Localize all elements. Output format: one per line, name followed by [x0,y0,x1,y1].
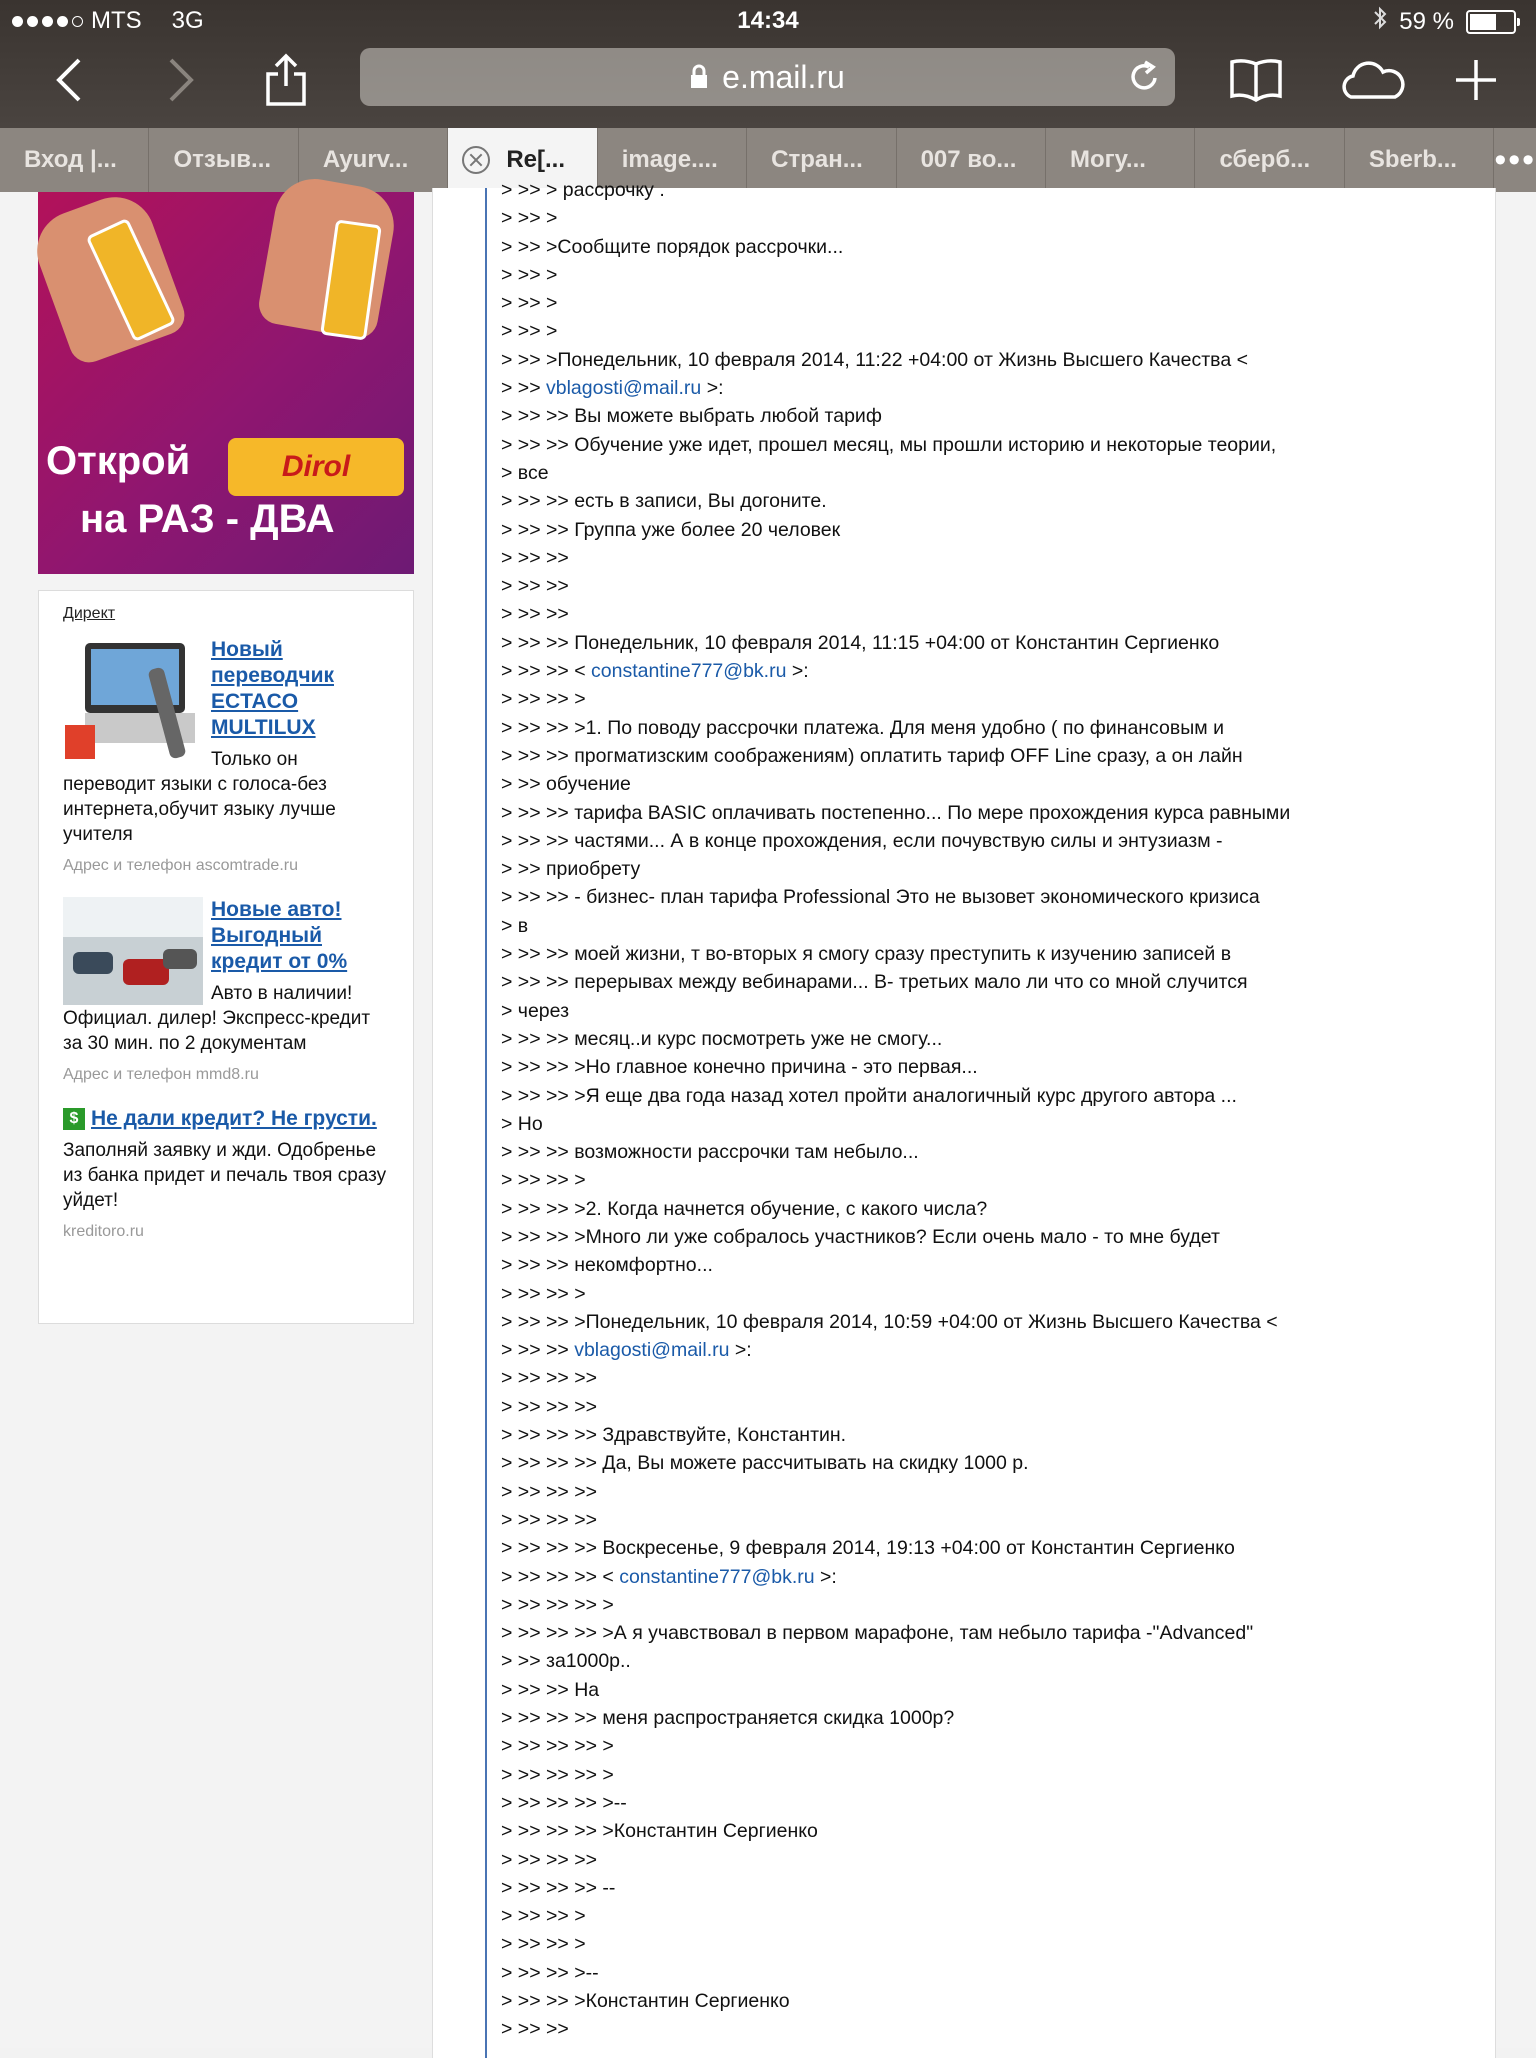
mail-line: > >> >> >2. Когда начнется обучение, с какого числа? [501,1197,988,1220]
mail-line: > >> >> >> > [501,1763,614,1786]
mail-line: > все [501,461,549,484]
battery-icon [1466,10,1516,34]
dirol-logo: Dirol [228,438,404,496]
tab-sberb-en[interactable] [1345,128,1494,192]
mail-line: > >> >Сообщите порядок рассрочки... [501,235,844,258]
tab-label: Отзыв... [173,146,272,173]
mail-line: > >> >> >Я еще два года назад хотел пройти аналогичный курс другого автора ... [501,1084,1237,1107]
share-button[interactable] [256,50,316,110]
tab-label: сберб... [1219,146,1311,173]
direct-ad-body: Только он переводит языки с голоса-без интернета,обучит языку лучше учителя [63,749,336,845]
mail-line: > >> > [501,320,558,343]
book-icon [1229,56,1283,104]
forward-button[interactable] [150,50,210,110]
mail-line: > >> > рассрочку . [501,179,665,201]
direct-ad-source[interactable]: Адрес и телефон ascomtrade.ru [63,857,298,874]
battery-percent: 59 % [1399,7,1454,35]
mail-line: > >> >> >> [501,1395,597,1418]
mail-line: > >> >> >> < constantine777@bk.ru >: [501,1565,837,1588]
direct-ads-block [38,590,414,1324]
tab-label: 007 во... [920,146,1017,173]
direct-ad-source[interactable]: kreditoro.ru [63,1223,144,1240]
quoted-message-text [501,176,1290,2044]
page-content [0,179,1536,2048]
mail-line: > >> >> >> > [501,1735,614,1758]
reload-icon[interactable] [1129,60,1161,94]
mail-line: > >> > [501,207,558,230]
mail-line: > >> >> [501,575,569,598]
mail-line: > >> >> > [501,1169,586,1192]
mail-line: > >> >> Вы можете выбрать любой тариф [501,405,882,428]
direct-ad-item [63,1106,389,1241]
mail-line: > >> >> На [501,1678,600,1701]
mail-line: > >> >> >> >-- [501,1791,627,1814]
banner-line2: на РАЗ - ДВА [80,497,335,541]
mail-line: > >> >> - бизнес- план тарифа Professional Это не вызовет экономического кризиса [501,886,1260,909]
mail-line: > >> >> >-- [501,1961,599,1984]
mail-line: > >> >> некомфортно... [501,1254,713,1277]
more-tabs-icon[interactable]: ••• [1494,140,1536,179]
email-link[interactable]: vblagosti@mail.ru [574,1339,730,1362]
direct-title[interactable]: Директ [63,605,116,622]
mail-line: > через [501,999,570,1022]
email-link[interactable]: vblagosti@mail.ru [546,377,702,400]
direct-ad-source[interactable]: Адрес и телефон mmd8.ru [63,1066,259,1083]
direct-ad-headline[interactable]: Новые авто! Выгодный кредит от 0% [211,898,348,973]
mail-line: > >> >> месяц..и курс посмотреть уже не смогу... [501,1027,943,1050]
mail-line: > >> >> >Константин Сергиенко [501,1990,790,2012]
tab-label: Re[... [506,146,565,173]
network-type: 3G [171,7,204,34]
chevron-left-icon [55,58,85,102]
mail-line: > >> >> >> Да, Вы можете рассчитывать на скидку 1000 р. [501,1452,1029,1475]
direct-ad-body: Авто в наличии! Официал. дилер! Экспресс-кредит за 30 мин. по 2 документам [63,983,371,1054]
bookmarks-button[interactable] [1226,50,1286,110]
mail-line: > >> >> >> [501,1508,597,1531]
browser-toolbar [0,42,1536,128]
mail-line: > >> >> >> [501,1367,597,1390]
mail-line: > в [501,914,529,937]
tab-label: Стран... [771,146,863,173]
mail-line: > >> >> [501,2018,569,2041]
direct-ad-item [63,897,389,1084]
dollar-icon: $ [63,1108,85,1130]
mail-line: > >> >> >> -- [501,1876,616,1899]
mail-line: > >> > [501,263,558,286]
mail-line: > >> >> >> >А я учавствовал в первом марафоне, там небыло тарифа -"Advanced" [501,1622,1254,1645]
browser-chrome [0,0,1536,128]
mail-line: > >> >> Обучение уже идет, прошел месяц, мы прошли историю и некоторые теории, [501,433,1277,456]
mail-line: > >> >> >> >Константин Сергиенко [501,1820,818,1843]
tab-label: Вход |... [24,146,117,173]
mail-line: > >> >> [501,546,569,569]
email-link[interactable]: constantine777@bk.ru [591,660,787,683]
quote-bar [485,188,487,2058]
plus-icon [1454,58,1498,102]
mail-line: > >> >> >> [501,1848,597,1871]
bluetooth-icon [1373,6,1387,37]
lock-icon [690,65,708,89]
mail-line: > >> >> > [501,688,586,711]
icloud-tabs-button[interactable] [1336,50,1408,110]
mail-line: > >> >> прогматизским соображениям) оплатить тариф OFF Line сразу, а он лайн [501,744,1243,767]
mail-line: > >> >> >Но главное конечно причина - это первая... [501,1056,978,1079]
mail-line: > >> >> > [501,1905,586,1928]
mail-line: > >> vblagosti@mail.ru >: [501,377,724,400]
mail-line: > >> >> тарифа BASIC оплачивать постепенно... По мере прохождения курса равными [501,801,1291,824]
mail-line: > >> >> моей жизни, т во-вторых я смогу сразу преступить к изучению записей в [501,943,1232,966]
tab-label: Ayurv... [322,146,409,173]
clock: 14:34 [737,7,799,34]
tab-otzyv[interactable] [149,128,298,192]
mail-line: > >> >> Понедельник, 10 февраля 2014, 11:15 +04:00 от Константин Сергиенко [501,631,1220,654]
mail-line: > >> >> возможности рассрочки там небыло... [501,1141,919,1164]
carrier: MTS [91,7,142,34]
direct-ad-item [63,637,389,875]
banner-line1: Открой [46,439,191,483]
mail-line: > >> >> >Много ли уже собралось участников? Если очень мало - то мне будет [501,1225,1220,1248]
mail-line: > >> >> >1. По поводу рассрочки платежа. Для меня удобно ( по финансовым и [501,716,1224,739]
chevron-right-icon [165,58,195,102]
direct-ad-headline[interactable]: Новый переводчик ECTACO MULTILUX [211,638,334,739]
mail-line: > >> >> > [501,1282,586,1305]
status-bar [0,0,1536,42]
mail-line: > >> > [501,292,558,315]
tab-label: image.... [621,146,718,173]
mail-line: > >> >Понедельник, 10 февраля 2014, 11:22 +04:00 от Жизнь Высшего Качества < [501,348,1248,371]
mail-body [432,179,1496,2058]
mail-line: > >> >> [501,603,569,626]
translator-thumbnail[interactable] [63,637,203,767]
mail-line: > >> >> >> [501,1480,597,1503]
tab-label: Sberb... [1368,146,1457,173]
mail-line: > >> >> >> Здравствуйте, Константин. [501,1424,847,1447]
address-bar[interactable] [360,48,1175,106]
share-icon [264,52,308,108]
tab-label: Могу... [1070,146,1146,173]
tab-vhod[interactable] [0,128,149,192]
direct-ad-body: Заполняй заявку и жди. Одобренье из банка придет и печаль твоя сразу уйдет! [63,1140,387,1211]
mail-line: > >> за1000р.. [501,1650,631,1673]
mail-line: > >> >> < constantine777@bk.ru >: [501,660,809,683]
dirol-ad-banner[interactable] [38,192,414,574]
car-showroom-thumbnail[interactable] [63,897,203,1005]
new-tab-button[interactable] [1446,50,1506,110]
mail-line: > >> >> Группа уже более 20 человек [501,518,841,541]
email-link[interactable]: constantine777@bk.ru [619,1565,815,1588]
close-tab-icon[interactable] [462,146,490,174]
mail-line: > >> >> есть в записи, Вы догоните. [501,490,827,513]
mail-line: > >> >> >> > [501,1593,614,1616]
mail-line: > >> >> >Понедельник, 10 февраля 2014, 10:59 +04:00 от Жизнь Высшего Качества < [501,1310,1278,1333]
mail-line: > >> обучение [501,773,631,796]
url-text: e.mail.ru [722,58,845,95]
mail-line: > >> >> >> меня распространяется скидка 1000р? [501,1707,955,1730]
mail-line: > >> >> >> Воскресенье, 9 февраля 2014, 19:13 +04:00 от Константин Сергиенко [501,1537,1235,1560]
direct-ad-headline[interactable]: Не дали кредит? Не грусти. [91,1107,377,1130]
mail-line: > >> >> vblagosti@mail.ru >: [501,1339,752,1362]
cloud-icon [1337,59,1407,101]
back-button[interactable] [40,50,100,110]
mail-line: > >> приобрету [501,858,641,881]
mail-line: > >> >> > [501,1933,586,1956]
mail-line: > >> >> перерывах между вебинарами... В- третьих мало ли что со мной случится [501,971,1248,994]
mail-line: > >> >> частями... А в конце прохождения, если почувствую силы и энтузиазм - [501,829,1223,852]
mail-line: > Но [501,1112,543,1135]
